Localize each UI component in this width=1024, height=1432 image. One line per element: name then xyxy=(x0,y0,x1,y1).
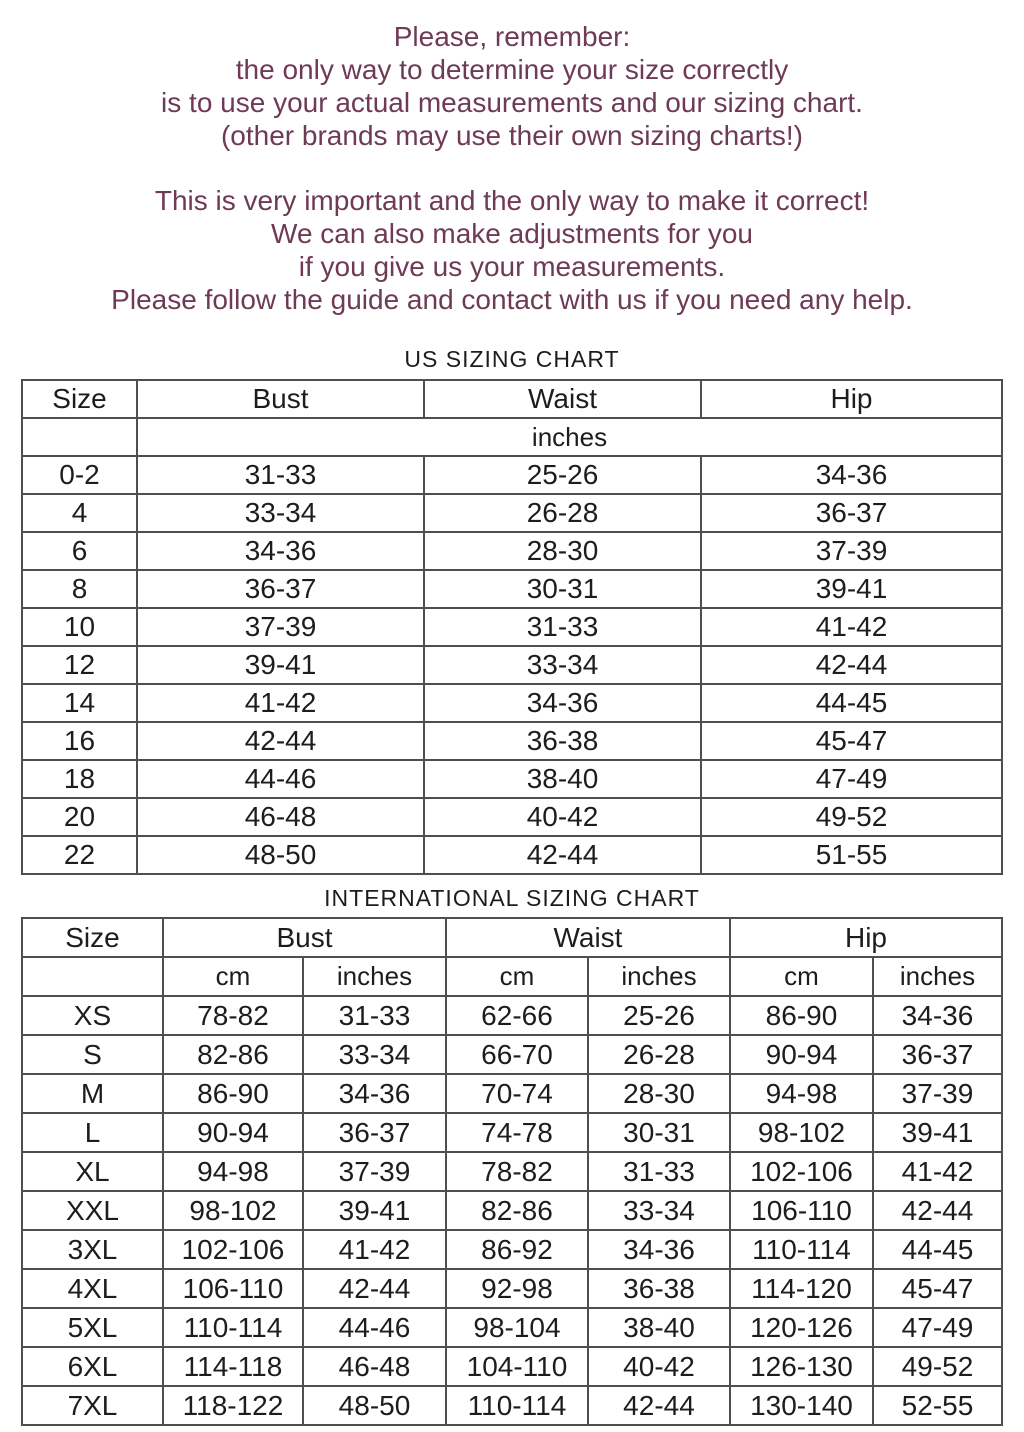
intl-sizing-table-body xyxy=(22,996,1002,1425)
table-cell: 37-39 xyxy=(303,1152,446,1191)
unit-label-inches: inches xyxy=(873,957,1002,996)
table-cell: 78-82 xyxy=(446,1152,588,1191)
table-cell: 66-70 xyxy=(446,1035,588,1074)
us-header-row xyxy=(22,380,1002,418)
intro-line: Please follow the guide and contact with us if you need any help. xyxy=(111,284,913,315)
table-cell: 30-31 xyxy=(588,1113,730,1152)
us-unit-row xyxy=(22,418,1002,456)
intro-line: if you give us your measurements. xyxy=(298,251,726,282)
column-header-size: Size xyxy=(22,918,163,957)
table-row xyxy=(22,532,1002,570)
table-row xyxy=(22,1347,1002,1386)
table-cell: 120-126 xyxy=(730,1308,873,1347)
size-cell: 8 xyxy=(22,570,137,608)
table-cell: 34-36 xyxy=(701,456,1002,494)
table-cell: 39-41 xyxy=(873,1113,1002,1152)
table-cell: 39-41 xyxy=(303,1191,446,1230)
column-header-waist: Waist xyxy=(424,380,701,418)
table-cell: 98-102 xyxy=(730,1113,873,1152)
us-sizing-table xyxy=(21,379,1003,875)
table-cell: 25-26 xyxy=(424,456,701,494)
table-cell: 33-34 xyxy=(424,646,701,684)
table-cell: 37-39 xyxy=(873,1074,1002,1113)
size-cell: XXL xyxy=(22,1191,163,1230)
table-cell: 39-41 xyxy=(137,646,424,684)
table-cell: 102-106 xyxy=(163,1230,303,1269)
size-cell: 12 xyxy=(22,646,137,684)
table-cell: 30-31 xyxy=(424,570,701,608)
column-header-size: Size xyxy=(22,380,137,418)
table-row xyxy=(22,760,1002,798)
table-cell: 52-55 xyxy=(873,1386,1002,1425)
size-cell: 22 xyxy=(22,836,137,874)
table-cell: 28-30 xyxy=(424,532,701,570)
size-cell: XS xyxy=(22,996,163,1035)
size-cell: 20 xyxy=(22,798,137,836)
table-cell: 26-28 xyxy=(424,494,701,532)
table-cell: 126-130 xyxy=(730,1347,873,1386)
empty-cell xyxy=(22,957,163,996)
table-cell: 34-36 xyxy=(137,532,424,570)
size-cell: S xyxy=(22,1035,163,1074)
table-row xyxy=(22,684,1002,722)
table-cell: 33-34 xyxy=(303,1035,446,1074)
table-cell: 44-46 xyxy=(137,760,424,798)
unit-label-inches: inches xyxy=(137,418,1002,456)
table-row xyxy=(22,646,1002,684)
size-cell: 6 xyxy=(22,532,137,570)
table-cell: 70-74 xyxy=(446,1074,588,1113)
table-row xyxy=(22,996,1002,1035)
table-cell: 114-118 xyxy=(163,1347,303,1386)
table-cell: 82-86 xyxy=(446,1191,588,1230)
table-cell: 47-49 xyxy=(873,1308,1002,1347)
intro-line: We can also make adjustments for you xyxy=(271,218,753,249)
table-row xyxy=(22,1152,1002,1191)
size-cell: 18 xyxy=(22,760,137,798)
table-cell: 39-41 xyxy=(701,570,1002,608)
table-cell: 82-86 xyxy=(163,1035,303,1074)
table-cell: 34-36 xyxy=(873,996,1002,1035)
intl-unit-row xyxy=(22,957,1002,996)
table-row xyxy=(22,798,1002,836)
table-cell: 42-44 xyxy=(873,1191,1002,1230)
table-cell: 41-42 xyxy=(701,608,1002,646)
table-cell: 90-94 xyxy=(163,1113,303,1152)
table-cell: 31-33 xyxy=(137,456,424,494)
table-cell: 41-42 xyxy=(303,1230,446,1269)
table-cell: 86-92 xyxy=(446,1230,588,1269)
size-cell: 14 xyxy=(22,684,137,722)
table-row xyxy=(22,722,1002,760)
size-cell: 10 xyxy=(22,608,137,646)
size-cell: 5XL xyxy=(22,1308,163,1347)
table-cell: 41-42 xyxy=(873,1152,1002,1191)
table-cell: 37-39 xyxy=(701,532,1002,570)
table-cell: 45-47 xyxy=(701,722,1002,760)
table-cell: 106-110 xyxy=(730,1191,873,1230)
table-cell: 34-36 xyxy=(424,684,701,722)
intro-paragraph-gap xyxy=(0,152,1024,184)
international-chart-title: INTERNATIONAL SIZING CHART xyxy=(324,885,700,911)
us-chart-title: US SIZING CHART xyxy=(404,346,620,372)
table-cell: 42-44 xyxy=(701,646,1002,684)
unit-label-cm: cm xyxy=(730,957,873,996)
table-cell: 118-122 xyxy=(163,1386,303,1425)
table-cell: 36-38 xyxy=(588,1269,730,1308)
size-cell: 6XL xyxy=(22,1347,163,1386)
table-cell: 33-34 xyxy=(588,1191,730,1230)
column-header-hip: Hip xyxy=(730,918,1002,957)
table-cell: 42-44 xyxy=(303,1269,446,1308)
table-cell: 36-37 xyxy=(873,1035,1002,1074)
unit-label-cm: cm xyxy=(163,957,303,996)
intro-line: the only way to determine your size correctly xyxy=(235,54,789,85)
intl-header-row xyxy=(22,918,1002,957)
table-cell: 51-55 xyxy=(701,836,1002,874)
table-row xyxy=(22,1035,1002,1074)
table-row xyxy=(22,570,1002,608)
table-cell: 114-120 xyxy=(730,1269,873,1308)
table-cell: 48-50 xyxy=(303,1386,446,1425)
table-row xyxy=(22,1191,1002,1230)
table-cell: 98-104 xyxy=(446,1308,588,1347)
unit-label-inches: inches xyxy=(303,957,446,996)
us-table-head xyxy=(22,380,1002,456)
table-cell: 86-90 xyxy=(730,996,873,1035)
table-cell: 47-49 xyxy=(701,760,1002,798)
table-cell: 46-48 xyxy=(137,798,424,836)
column-header-bust: Bust xyxy=(163,918,446,957)
us-sizing-table-body xyxy=(22,456,1002,874)
table-cell: 78-82 xyxy=(163,996,303,1035)
table-cell: 44-45 xyxy=(873,1230,1002,1269)
table-cell: 41-42 xyxy=(137,684,424,722)
table-cell: 92-98 xyxy=(446,1269,588,1308)
size-cell: 16 xyxy=(22,722,137,760)
size-cell: 0-2 xyxy=(22,456,137,494)
unit-label-inches: inches xyxy=(588,957,730,996)
column-header-bust: Bust xyxy=(137,380,424,418)
table-cell: 36-37 xyxy=(303,1113,446,1152)
size-cell: 4XL xyxy=(22,1269,163,1308)
table-cell: 38-40 xyxy=(588,1308,730,1347)
table-cell: 106-110 xyxy=(163,1269,303,1308)
intro-line: This is very important and the only way to make it correct! xyxy=(154,185,870,216)
table-cell: 49-52 xyxy=(873,1347,1002,1386)
intro-text-block xyxy=(0,20,1024,316)
table-row xyxy=(22,1386,1002,1425)
size-cell: XL xyxy=(22,1152,163,1191)
table-cell: 34-36 xyxy=(588,1230,730,1269)
table-cell: 33-34 xyxy=(137,494,424,532)
table-cell: 44-45 xyxy=(701,684,1002,722)
intl-table-head xyxy=(22,918,1002,996)
table-cell: 49-52 xyxy=(701,798,1002,836)
column-header-waist: Waist xyxy=(446,918,730,957)
intro-line: Please, remember: xyxy=(393,21,631,52)
table-cell: 42-44 xyxy=(424,836,701,874)
table-cell: 31-33 xyxy=(303,996,446,1035)
table-cell: 86-90 xyxy=(163,1074,303,1113)
table-cell: 28-30 xyxy=(588,1074,730,1113)
table-cell: 25-26 xyxy=(588,996,730,1035)
unit-label-cm: cm xyxy=(446,957,588,996)
size-cell: 3XL xyxy=(22,1230,163,1269)
table-row xyxy=(22,1113,1002,1152)
table-cell: 34-36 xyxy=(303,1074,446,1113)
intro-line: (other brands may use their own sizing charts!) xyxy=(220,120,804,151)
table-cell: 130-140 xyxy=(730,1386,873,1425)
column-header-hip: Hip xyxy=(701,380,1002,418)
table-cell: 104-110 xyxy=(446,1347,588,1386)
table-row xyxy=(22,1308,1002,1347)
empty-cell xyxy=(22,418,137,456)
table-cell: 38-40 xyxy=(424,760,701,798)
table-row xyxy=(22,456,1002,494)
table-cell: 36-37 xyxy=(137,570,424,608)
table-cell: 102-106 xyxy=(730,1152,873,1191)
table-row xyxy=(22,1230,1002,1269)
table-cell: 31-33 xyxy=(588,1152,730,1191)
size-cell: 7XL xyxy=(22,1386,163,1425)
table-row xyxy=(22,608,1002,646)
intro-line: is to use your actual measurements and our sizing chart. xyxy=(161,87,863,118)
table-cell: 98-102 xyxy=(163,1191,303,1230)
table-cell: 37-39 xyxy=(137,608,424,646)
table-cell: 36-37 xyxy=(701,494,1002,532)
table-cell: 48-50 xyxy=(137,836,424,874)
size-cell: 4 xyxy=(22,494,137,532)
table-cell: 46-48 xyxy=(303,1347,446,1386)
table-cell: 94-98 xyxy=(730,1074,873,1113)
table-row xyxy=(22,1074,1002,1113)
table-row xyxy=(22,836,1002,874)
table-cell: 74-78 xyxy=(446,1113,588,1152)
table-cell: 42-44 xyxy=(588,1386,730,1425)
size-cell: M xyxy=(22,1074,163,1113)
table-cell: 40-42 xyxy=(588,1347,730,1386)
table-cell: 90-94 xyxy=(730,1035,873,1074)
table-cell: 31-33 xyxy=(424,608,701,646)
table-row xyxy=(22,1269,1002,1308)
table-cell: 110-114 xyxy=(730,1230,873,1269)
table-cell: 45-47 xyxy=(873,1269,1002,1308)
international-sizing-table xyxy=(21,917,1003,1426)
table-cell: 94-98 xyxy=(163,1152,303,1191)
table-cell: 110-114 xyxy=(446,1386,588,1425)
table-cell: 40-42 xyxy=(424,798,701,836)
table-cell: 62-66 xyxy=(446,996,588,1035)
table-cell: 42-44 xyxy=(137,722,424,760)
table-cell: 110-114 xyxy=(163,1308,303,1347)
size-cell: L xyxy=(22,1113,163,1152)
table-cell: 36-38 xyxy=(424,722,701,760)
table-row xyxy=(22,494,1002,532)
table-cell: 26-28 xyxy=(588,1035,730,1074)
table-cell: 44-46 xyxy=(303,1308,446,1347)
